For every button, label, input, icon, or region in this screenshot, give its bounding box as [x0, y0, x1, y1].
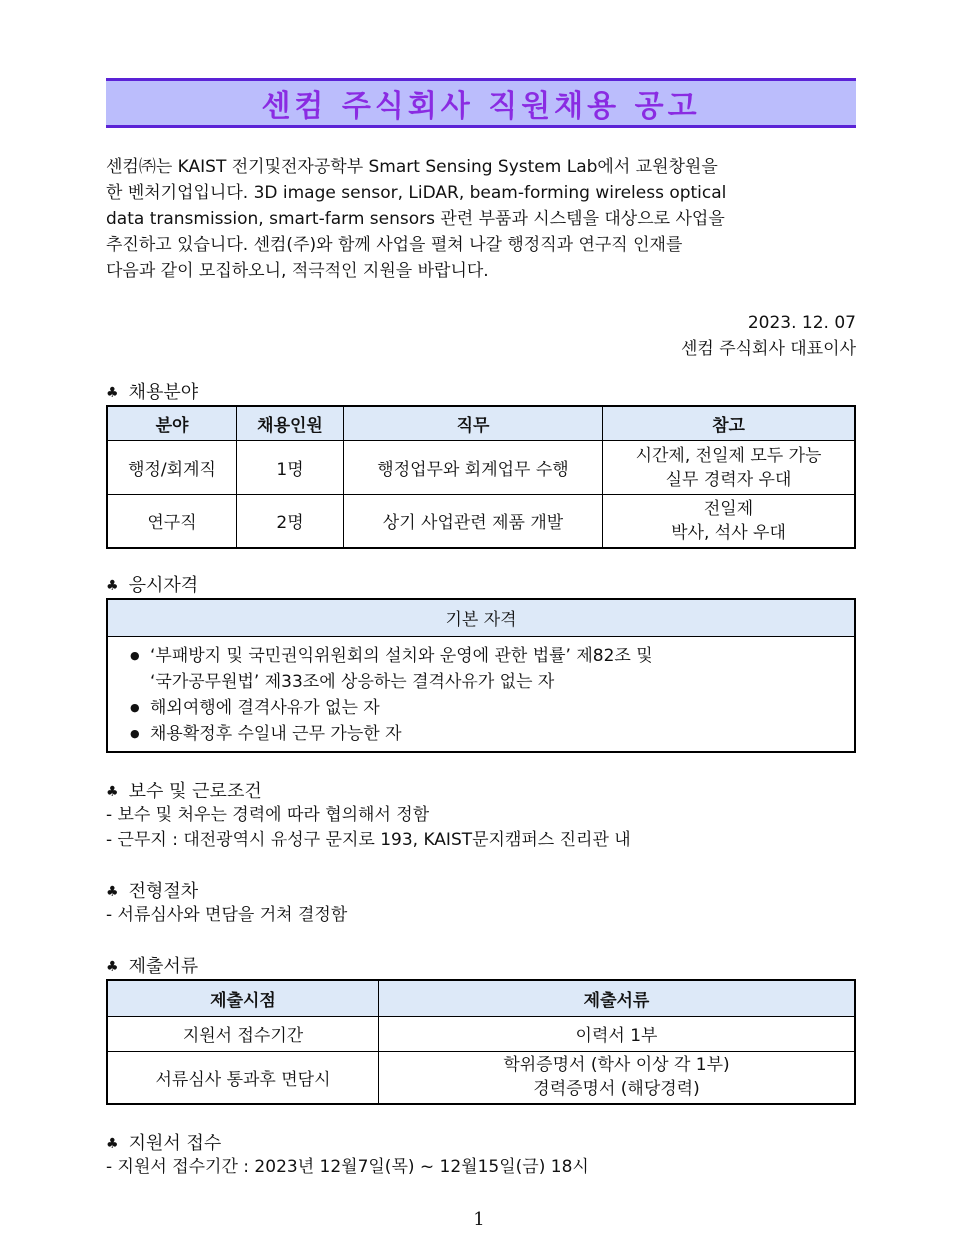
section-heading-documents: [106, 956, 856, 978]
qualification-table: [106, 598, 856, 753]
table-header-row: [107, 980, 855, 1017]
documents-table: [106, 979, 856, 1106]
intro-line: data transmission, smart-farm sensors 관련 부품과 시스템을 대상으로 사업을: [106, 209, 725, 229]
note-line: 실무 경력자 우대: [665, 469, 792, 490]
process-details: [106, 903, 856, 928]
section-title: 채용분야: [128, 382, 199, 403]
column-header: 직무: [344, 406, 603, 441]
notice-date: 2023. 12. 07: [747, 313, 856, 333]
list-item-line: ‘국가공무원법’ 제33조에 상응하는 결격사유가 없는 자: [150, 671, 555, 692]
cell-time: 지원서 접수기간: [107, 1016, 379, 1051]
section-heading-process: [106, 881, 856, 903]
list-item: ● 채용확정후 수일내 근무 가능한 자: [130, 721, 844, 747]
club-icon: ♣: [106, 783, 119, 800]
application-details: [106, 1155, 856, 1180]
section-title: 전형절차: [128, 880, 199, 902]
section-title: 제출서류: [128, 955, 199, 977]
table-header-row: [107, 599, 855, 637]
note-line: 시간제, 전일제 모두 가능: [635, 445, 822, 466]
table-header-row: [107, 406, 855, 441]
table-row: [107, 441, 855, 495]
cell-note: [603, 441, 856, 495]
cell-docs: [379, 1051, 856, 1104]
pay-details: [106, 803, 856, 853]
detail-line: - 지원서 접수기간 : 2023년 12월7일(목) ~ 12월15일(금) 18시: [106, 1157, 589, 1177]
section-title: 응시자격: [128, 574, 199, 596]
section-heading-pay: [106, 781, 856, 803]
table-row: [107, 1051, 855, 1104]
intro-line: 추진하고 있습니다. 센컴(주)와 함께 사업을 펼쳐 나갈 행정직과 연구직 인재를: [106, 235, 683, 255]
page-title: 센컴 주식회사 직원채용 공고: [261, 89, 701, 124]
table-row: [107, 636, 855, 752]
intro-line: 한 벤처기업입니다. 3D image sensor, LiDAR, beam-forming wireless optical: [106, 183, 727, 203]
section-title: 지원서 접수: [128, 1133, 222, 1154]
section-heading-application: [106, 1133, 856, 1155]
column-header: 제출시점: [107, 980, 379, 1017]
column-header: 제출서류: [379, 980, 856, 1017]
intro-line: 다음과 같이 모집하오니, 적극적인 지원을 바랍니다.: [106, 261, 489, 281]
cell-duty: 행정업무와 회계업무 수행: [344, 441, 603, 495]
club-icon: ♣: [106, 577, 119, 594]
list-item-line: ● ‘부패방지 및 국민권익위원회의 설치와 운영에 관한 법률’ 제82조 및: [150, 645, 653, 666]
detail-line: - 보수 및 처우는 경력에 따라 협의해서 정함: [106, 804, 430, 825]
note-line: 전일제: [703, 498, 754, 519]
signer: 센컴 주식회사 대표이사: [680, 339, 856, 359]
club-icon: ♣: [106, 958, 119, 975]
column-header: 분야: [107, 406, 237, 441]
note-line: 박사, 석사 우대: [671, 522, 786, 543]
detail-line: - 근무지 : 대전광역시 유성구 문지로 193, KAIST문지캠퍼스 진리관 내: [106, 829, 631, 850]
cell-docs: 이력서 1부: [379, 1016, 856, 1051]
cell-field: 연구직: [107, 495, 237, 548]
column-header: 기본 자격: [107, 599, 855, 637]
cell-duty: 상기 사업관련 제품 개발: [344, 495, 603, 548]
column-header: 채용인원: [237, 406, 344, 441]
club-icon: ♣: [106, 1136, 119, 1152]
doc-line: 학위증명서 (학사 이상 각 1부): [503, 1055, 730, 1076]
intro-paragraph: [106, 154, 856, 284]
signature-block: [106, 310, 856, 362]
cell-time: 서류심사 통과후 면담시: [107, 1051, 379, 1104]
column-header: 참고: [603, 406, 856, 441]
section-title: 보수 및 근로조건: [128, 780, 262, 802]
club-icon: ♣: [106, 385, 119, 401]
detail-line: - 서류심사와 면담을 거쳐 결정함: [106, 904, 348, 925]
qualification-list: [130, 643, 844, 747]
list-item: [130, 643, 844, 695]
section-heading-recruit: [106, 382, 856, 404]
section-heading-qualification: [106, 575, 856, 597]
intro-line: 센컴㈜는 KAIST 전기및전자공학부 Smart Sensing System Lab에서 교원창원을: [106, 157, 718, 177]
cell-note: [603, 495, 856, 548]
qualification-list-cell: [107, 636, 855, 752]
cell-field: 행정/회계직: [107, 441, 237, 495]
doc-line: 경력증명서 (해당경력): [533, 1079, 700, 1100]
table-row: [107, 1016, 855, 1051]
cell-count: 1명: [237, 441, 344, 495]
recruit-table: [106, 405, 856, 549]
club-icon: ♣: [106, 883, 119, 900]
document-page: [106, 78, 856, 1180]
table-row: [107, 495, 855, 548]
list-item: ● 해외여행에 결격사유가 없는 자: [130, 695, 844, 721]
page-number: 1: [473, 1209, 485, 1230]
cell-count: 2명: [237, 495, 344, 548]
title-banner: [106, 78, 856, 128]
